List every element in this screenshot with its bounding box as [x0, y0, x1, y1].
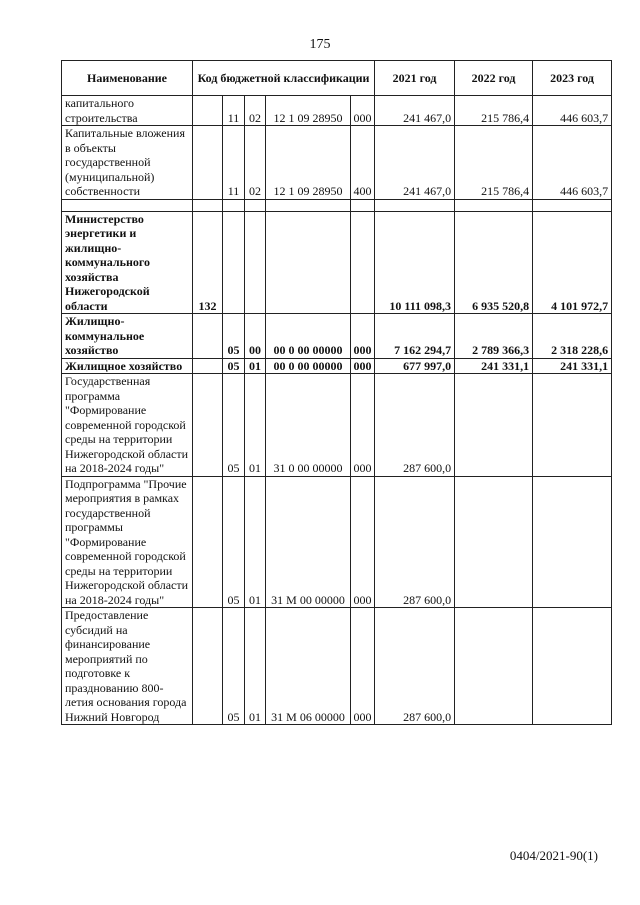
- table-row: [62, 314, 612, 359]
- header-2021: 2021 год: [375, 61, 455, 96]
- row-name: Жилищное хозяйство: [62, 358, 193, 374]
- value-2021: 677 997,0: [375, 358, 455, 374]
- row-name: капитального строительства: [62, 96, 193, 126]
- value-2023: [533, 608, 612, 725]
- code-section: 05: [223, 314, 245, 359]
- row-name: Государственная программа "Формирование современной городской среды на территории Нижегородской области на 2018-2024 годы": [62, 374, 193, 477]
- value-2021: [375, 199, 455, 211]
- document-number: 0404/2021-90(1): [509, 848, 598, 863]
- code-expense-type: [351, 199, 375, 211]
- code-ministry: [193, 96, 223, 126]
- header-name: Наименование: [62, 61, 193, 96]
- value-2023: [533, 476, 612, 608]
- row-name: Жилищно-коммунальное хозяйство: [62, 314, 193, 359]
- value-2023: 446 603,7: [533, 126, 612, 200]
- value-2021: 287 600,0: [375, 476, 455, 608]
- table-row: [62, 608, 612, 725]
- code-target: 31 М 00 00000: [266, 476, 351, 608]
- table-row: [62, 476, 612, 608]
- code-section: [223, 211, 245, 314]
- table-row: [62, 126, 612, 200]
- value-2021: 7 162 294,7: [375, 314, 455, 359]
- value-2022: 2 789 366,3: [455, 314, 533, 359]
- value-2021: 10 111 098,3: [375, 211, 455, 314]
- code-subsection: 01: [245, 374, 266, 477]
- code-target: 00 0 00 00000: [266, 358, 351, 374]
- code-section: 05: [223, 358, 245, 374]
- row-name: [62, 199, 193, 211]
- code-expense-type: 400: [351, 126, 375, 200]
- value-2022: [455, 476, 533, 608]
- table-header-row: [62, 61, 612, 96]
- code-ministry: [193, 608, 223, 725]
- code-subsection: 00: [245, 314, 266, 359]
- value-2022: 6 935 520,8: [455, 211, 533, 314]
- value-2023: 241 331,1: [533, 358, 612, 374]
- code-expense-type: 000: [351, 608, 375, 725]
- table-row: [62, 374, 612, 477]
- value-2023: [533, 199, 612, 211]
- header-code: Код бюджетной классификации: [193, 61, 375, 96]
- code-target: [266, 199, 351, 211]
- table-row: [62, 96, 612, 126]
- table-row-spacer: [62, 199, 612, 211]
- value-2021: 287 600,0: [375, 608, 455, 725]
- code-ministry: 132: [193, 211, 223, 314]
- code-subsection: [245, 199, 266, 211]
- code-ministry: [193, 358, 223, 374]
- value-2021: 241 467,0: [375, 126, 455, 200]
- value-2022: [455, 374, 533, 477]
- code-section: 05: [223, 476, 245, 608]
- code-subsection: 01: [245, 358, 266, 374]
- table-row: [62, 211, 612, 314]
- code-ministry: [193, 199, 223, 211]
- code-target: 00 0 00 00000: [266, 314, 351, 359]
- code-subsection: 01: [245, 608, 266, 725]
- row-name: Подпрограмма "Прочие мероприятия в рамках государственной программы "Формирование современной городской среды на территории Нижегородской области на 2018-2024 годы": [62, 476, 193, 608]
- code-section: [223, 199, 245, 211]
- code-expense-type: 000: [351, 374, 375, 477]
- row-name: Капитальные вложения в объекты государственной (муниципальной) собственности: [62, 126, 193, 200]
- value-2022: [455, 608, 533, 725]
- value-2023: 2 318 228,6: [533, 314, 612, 359]
- code-subsection: 02: [245, 96, 266, 126]
- code-subsection: [245, 211, 266, 314]
- value-2021: 241 467,0: [375, 96, 455, 126]
- code-target: 31 М 06 00000: [266, 608, 351, 725]
- value-2022: 215 786,4: [455, 96, 533, 126]
- code-target: [266, 211, 351, 314]
- page-number: 175: [309, 37, 331, 52]
- code-section: 05: [223, 374, 245, 477]
- value-2021: 287 600,0: [375, 374, 455, 477]
- code-ministry: [193, 374, 223, 477]
- code-section: 11: [223, 126, 245, 200]
- code-section: 11: [223, 96, 245, 126]
- code-expense-type: 000: [351, 96, 375, 126]
- value-2023: 446 603,7: [533, 96, 612, 126]
- code-subsection: 01: [245, 476, 266, 608]
- value-2023: [533, 374, 612, 477]
- budget-table: [61, 60, 612, 725]
- header-2023: 2023 год: [533, 61, 612, 96]
- value-2022: [455, 199, 533, 211]
- code-target: 12 1 09 28950: [266, 96, 351, 126]
- code-target: 31 0 00 00000: [266, 374, 351, 477]
- code-target: 12 1 09 28950: [266, 126, 351, 200]
- code-expense-type: 000: [351, 314, 375, 359]
- code-expense-type: [351, 211, 375, 314]
- table-row: [62, 358, 612, 374]
- code-subsection: 02: [245, 126, 266, 200]
- value-2022: 215 786,4: [455, 126, 533, 200]
- header-2022: 2022 год: [455, 61, 533, 96]
- code-expense-type: 000: [351, 476, 375, 608]
- value-2022: 241 331,1: [455, 358, 533, 374]
- code-expense-type: 000: [351, 358, 375, 374]
- code-ministry: [193, 126, 223, 200]
- value-2023: 4 101 972,7: [533, 211, 612, 314]
- code-ministry: [193, 314, 223, 359]
- row-name: Министерство энергетики и жилищно-коммунального хозяйства Нижегородской области: [62, 211, 193, 314]
- code-ministry: [193, 476, 223, 608]
- row-name: Предоставление субсидий на финансирование мероприятий по подготовке к празднованию 800-летия основания города Нижний Новгород: [62, 608, 193, 725]
- code-section: 05: [223, 608, 245, 725]
